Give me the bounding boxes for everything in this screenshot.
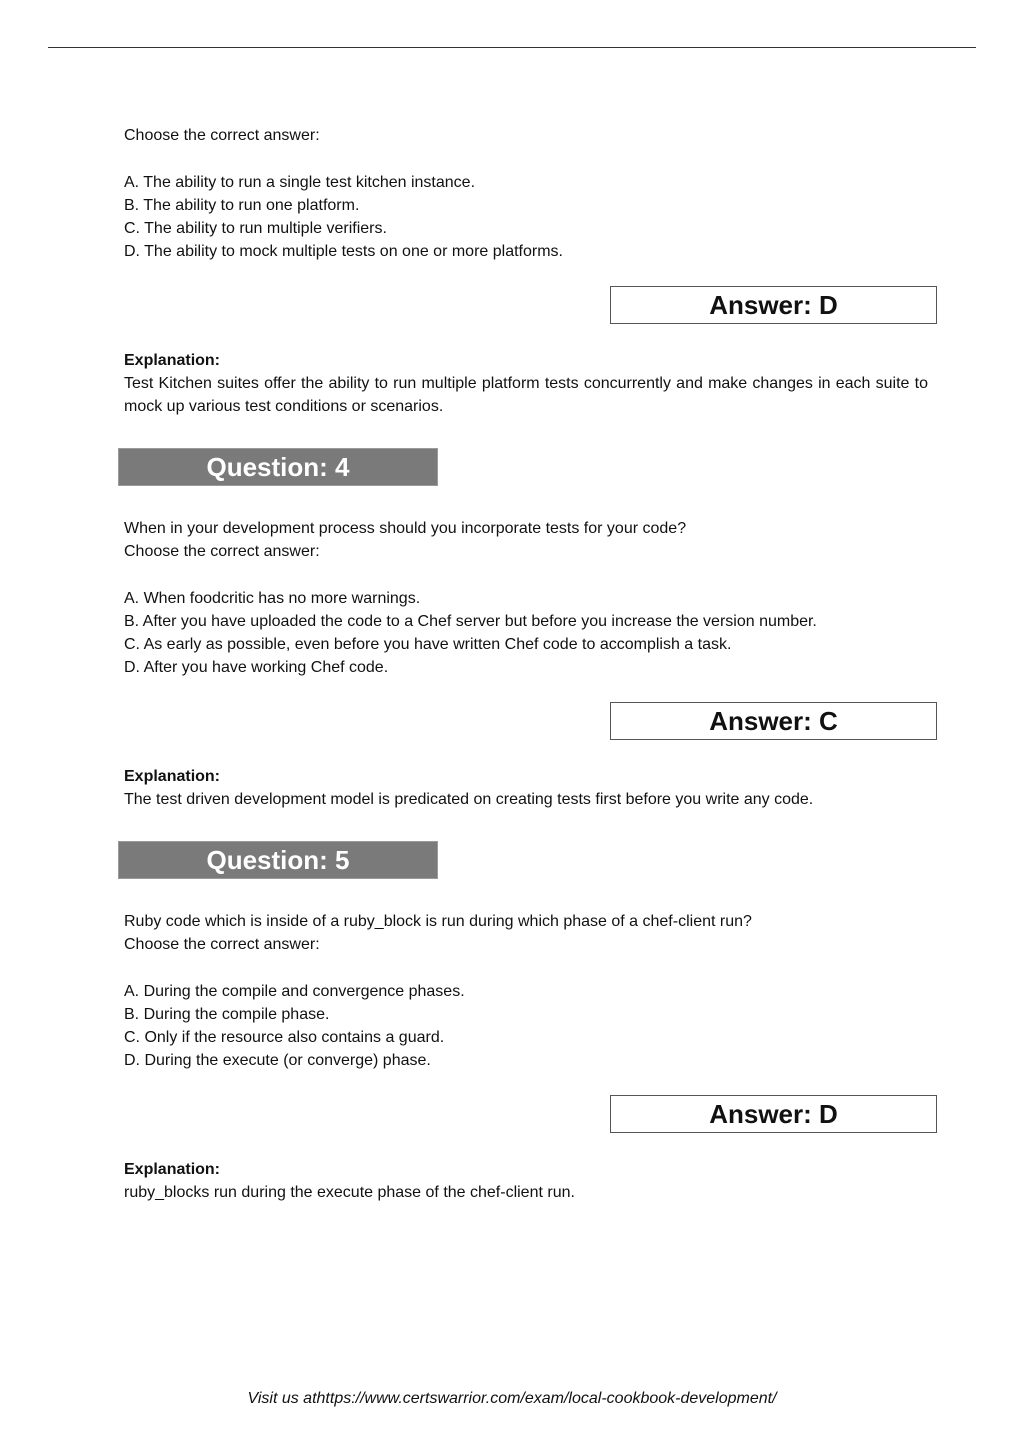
header-divider [48,47,976,48]
q3-explanation: Test Kitchen suites offer the ability to run multiple platform tests concurrently and make changes in each suite to mock up various test conditions or scenarios. [124,375,928,415]
q5-answer: Answer: D [709,1099,838,1129]
q4-answer: Answer: C [709,706,838,736]
q4-option-a: A. When foodcritic has no more warnings. [124,590,421,607]
q4-answer-box [610,702,937,740]
q5-option-c: C. Only if the resource also contains a guard. [124,1029,445,1046]
q4-prompt: Choose the correct answer: [124,543,320,560]
q5-option-a: A. During the compile and convergence phases. [124,983,465,1000]
q4-option-d: D. After you have working Chef code. [124,659,389,676]
q5-option-b: B. During the compile phase. [124,1006,330,1023]
q4-option-b: B. After you have uploaded the code to a Chef server but before you increase the version number. [124,613,817,630]
q5-explanation-label: Explanation: [124,1161,221,1178]
q5-header-bar [118,841,438,879]
q4-header-bar [118,448,438,486]
q3-answer-box [610,286,937,324]
q5-prompt: Choose the correct answer: [124,936,320,953]
q5-option-d: D. During the execute (or converge) phase. [124,1052,431,1069]
q4-option-c: C. As early as possible, even before you have written Chef code to accomplish a task. [124,636,732,653]
footer-link-text: Visit us athttps://www.certswarrior.com/exam/local-cookbook-development/ [247,1390,777,1407]
q3-prompt: Choose the correct answer: [124,127,320,144]
q3-option-a: A. The ability to run a single test kitchen instance. [124,174,476,191]
q3-option-c: C. The ability to run multiple verifiers. [124,220,387,237]
q3-answer: Answer: D [709,290,838,320]
q3-option-d: D. The ability to mock multiple tests on one or more platforms. [124,243,563,260]
q5-answer-box [610,1095,937,1133]
q5-question: Ruby code which is inside of a ruby_block is run during which phase of a chef-client run? [124,913,752,930]
q4-explanation-label: Explanation: [124,768,221,785]
q5-header: Question: 5 [206,845,350,875]
q4-question: When in your development process should you incorporate tests for your code? [124,520,687,537]
q3-option-b: B. The ability to run one platform. [124,197,360,214]
q4-header: Question: 4 [206,452,350,482]
q4-explanation: The test driven development model is predicated on creating tests first before you write any code. [124,791,814,808]
q5-explanation: ruby_blocks run during the execute phase of the chef-client run. [124,1184,575,1201]
q3-explanation-label: Explanation: [124,352,221,369]
